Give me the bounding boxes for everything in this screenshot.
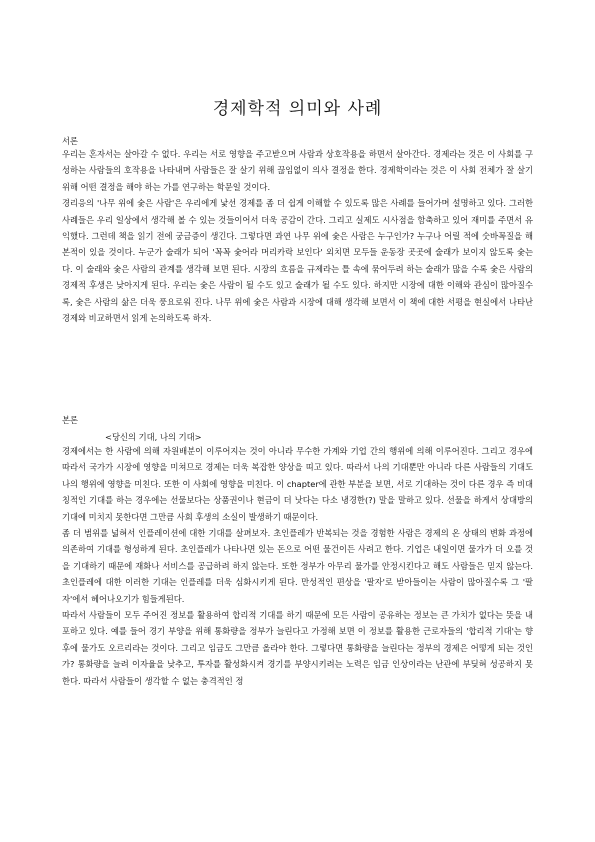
body-section bbox=[62, 443, 533, 689]
intro-section bbox=[62, 146, 533, 326]
body-paragraph-3: 따라서 사람들이 모두 주어진 정보를 활용하여 합리적 기대를 하기 때문에 모든 사람이 공유하는 정보는 큰 가치가 없다는 뜻을 내포하고 있다. 예를 들어 경기 부양을 위해 통화량을 정부가 늘린다고 가정해 보면 이 정보를 활용한 근로자들의 '합리적 기대'는 향후에 물가도 오르리라는 것이다. 그리고 임금도 그만큼 올라야 한다. 그렇다면 통화량을 늘린다는 정부의 경제은 어떻게 되는 것인가? 통화량을 늘려 이자율을 낮추고, 투자를 활성화시켜 경기를 부양시키려는 노력은 임금 인상이라는 난관에 부딪혀 성공하지 못한다. 따라서 사람들이 생각할 수 없는 충격적인 정 bbox=[62, 610, 533, 686]
intro-paragraph-1: 우리는 혼자서는 살아갈 수 없다. 우리는 서로 영향을 주고받으며 사람과 상호작용을 하면서 살아간다. 경제라는 것은 이 사회를 구성하는 사람들의 호작용을 나타내며 사람들은 잘 살기 위해 끊임없이 의사 결정을 한다. 경제학이라는 것은 이 사회 전체가 잘 살기 위해 어떤 결정을 해야 하는 가를 연구하는 학문일 것이다. bbox=[62, 149, 533, 192]
body-subheading: <당신의 기대, 나의 기대> bbox=[105, 432, 202, 442]
document-title: 경제학적 의미와 사례 bbox=[212, 99, 383, 119]
body-paragraph-1: 경제에서는 한 사람에 의해 자원배분이 이루어지는 것이 아니라 무수한 가계와 기업 간의 행위에 의해 이루어진다. 그리고 경우에 따라서 국가가 시장에 영향을 미쳐므로 경제는 더욱 복잡한 양상을 띠고 있다. 따라서 나의 기대뿐만 아니라 다른 사람들의 기대도 나의 행위에 영향을 미친다. 또한 이 사회에 영향을 미친다. 이 chapter에 관한 부분을 보면, 서로 기대하는 것이 다른 경우 즉 비대칭적인 기대를 하는 경우에는 선물보다는 상품권이나 현금이 더 낫다는 다소 냉경한(?) 말을 말하고 있다. 선물을 하게서 상대방의 기대에 미치지 못한다면 그만큼 사회 후생의 소실이 발생하기 때문이다. bbox=[62, 446, 533, 522]
body-heading: 본론 bbox=[62, 415, 79, 425]
intro-paragraph-2: 경리응의 '나무 위에 숯은 사람'은 우리에게 낯선 경제를 좀 더 쉽게 이해할 수 있도록 많은 사례를 들어가며 설명하고 있다. 그러한 사례들은 우리 일상에서 생각해 볼 수 있는 것들이어서 더욱 공감이 간다. 그리고 실제도 시사점을 함축하고 있어 재미를 주면서 유익했다. 그런데 책을 읽기 전에 궁금증이 생긴다. 그렇다면 과연 나무 위에 숯은 사람은 누구인가? 누구나 어릴 적에 숫바꼭질을 해 본적이 있을 것이다. 누군가 술래가 되어 '꼭꼭 숯어라 머리카락 보인다' 외치면 모두들 운동장 곳곳에 술래가 보이지 않도록 숯는다. 이 술래와 숯은 사람의 관계를 생각해 보면 된다. 시장의 흐름을 규제라는 틀 속에 묶어두려 하는 술래가 많을 수록 숯은 사람의 경제적 후생은 낮아지게 된다. 우리는 숯은 사람이 될 수도 있고 술래가 될 수도 있다. 하지만 시장에 대한 이해와 관심이 많아질수록, 숯은 사람의 삶은 더욱 풍요로워 진다. 나무 위에 숯은 사람과 시장에 대해 생각해 보면서 이 책에 대한 서평을 현실에서 나타난 경제와 비교하면서 읽게 논의하도록 하자. bbox=[62, 198, 533, 324]
intro-heading: 서론 bbox=[62, 136, 79, 146]
body-paragraph-2: 좀 더 범위를 넓혀서 인플레이션에 대한 기대를 살펴보자. 초인플레가 반복되는 것을 경험한 사람은 경제의 온 상태의 변화 과정에 의존하여 기대를 형성하게 된다. 초인플레가 나타나면 있는 돈으로 어떤 물건이든 사려고 한다. 기업은 내일이면 물가가 더 오를 것을 기대하기 때문에 재화나 서비스를 공급하려 하지 않는다. 또한 정부가 아무리 물가를 안정시킨다고 해도 사람들은 믿지 않는다. 초인플레에 대한 이러한 기대는 인플레를 더욱 심화시키게 된다. 만성적인 편상을 '팔자'로 받아들이는 사람이 많아질수록 그 '팔자'에서 헤어나오기가 힘들게된다. bbox=[62, 528, 533, 604]
